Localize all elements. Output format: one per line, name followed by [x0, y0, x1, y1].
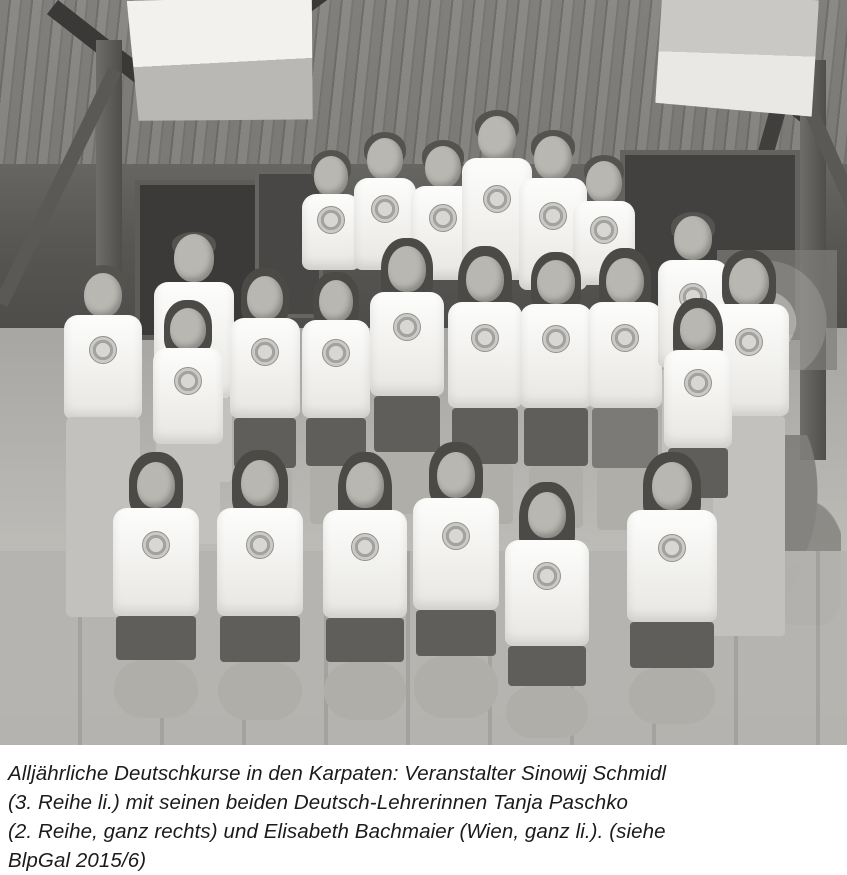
face: [528, 492, 566, 538]
person-front-row: [212, 450, 308, 722]
white-shirt: [113, 508, 199, 616]
white-shirt: [323, 510, 407, 618]
legs: [218, 662, 302, 720]
shirt-logo: [393, 313, 421, 341]
face: [241, 460, 279, 506]
shirt-logo: [471, 324, 499, 352]
shirt-logo: [251, 338, 279, 366]
face: [478, 116, 516, 160]
face: [367, 138, 403, 180]
shirt-logo: [371, 195, 399, 223]
white-shirt: [627, 510, 717, 622]
legs: [506, 686, 588, 738]
shorts: [220, 616, 300, 662]
caption-line-3: (2. Reihe, ganz rechts) und Elisabeth Bachmaier (Wien, ganz li.). (siehe: [8, 820, 666, 843]
shirt-logo: [89, 336, 117, 364]
face: [170, 308, 206, 350]
photo-caption: [0, 745, 847, 875]
shirt-logo: [539, 202, 567, 230]
white-shirt: [370, 292, 444, 396]
white-shirt: [153, 348, 223, 444]
white-shirt: [664, 350, 732, 448]
face: [606, 258, 644, 304]
shorts: [326, 618, 404, 662]
shirt-logo: [611, 324, 639, 352]
caption-line-4: BlpGal 2015/6): [8, 849, 147, 872]
shirt-logo: [246, 531, 274, 559]
face: [586, 161, 622, 203]
legs: [324, 662, 406, 720]
face: [425, 146, 461, 188]
face: [534, 136, 572, 180]
white-shirt: [64, 315, 142, 419]
face: [437, 452, 475, 498]
face: [319, 280, 353, 322]
shorts: [508, 646, 586, 686]
shorts: [116, 616, 196, 660]
face: [729, 258, 769, 306]
caption-line-1: Alljährliche Deutschkurse in den Karpaten: Veranstalter Sinowij Schmidl: [8, 762, 667, 785]
shorts: [630, 622, 714, 668]
legs: [414, 656, 498, 718]
face: [680, 308, 716, 350]
shorts: [416, 610, 496, 656]
legs: [114, 660, 198, 718]
white-shirt: [413, 498, 499, 610]
white-shirt: [302, 320, 370, 418]
face: [346, 462, 384, 508]
shorts: [524, 408, 588, 466]
shirt-logo: [735, 328, 763, 356]
shirt-logo: [429, 204, 457, 232]
legs: [629, 668, 715, 724]
shirt-logo: [483, 185, 511, 213]
face: [537, 260, 575, 304]
shirt-logo: [142, 531, 170, 559]
person-front-row: [500, 482, 594, 722]
face: [466, 256, 504, 302]
white-shirt: [520, 304, 592, 408]
face: [137, 462, 175, 508]
shirt-logo: [442, 522, 470, 550]
caption-line-2: (3. Reihe li.) mit seinen beiden Deutsch-Lehrerinnen Tanja Paschko: [8, 791, 629, 814]
person-front-row: [622, 452, 722, 724]
face: [314, 156, 348, 196]
shirt-logo: [533, 562, 561, 590]
person-front-row: [408, 442, 504, 722]
face: [84, 273, 122, 317]
flag-poland: [127, 0, 318, 129]
white-shirt: [448, 302, 522, 408]
person-front-row: [108, 452, 204, 722]
face: [652, 462, 692, 510]
white-shirt: [588, 302, 662, 408]
shirt-logo: [590, 216, 618, 244]
shirt-logo: [658, 534, 686, 562]
face: [174, 234, 214, 282]
flag-ukraine: [655, 0, 819, 117]
shirt-logo: [351, 533, 379, 561]
person-front-row: [318, 452, 412, 722]
white-shirt: [505, 540, 589, 646]
face: [247, 276, 283, 320]
face: [388, 246, 426, 292]
shirt-logo: [542, 325, 570, 353]
shirt-logo: [684, 369, 712, 397]
shirt-logo: [317, 206, 345, 234]
shirt-logo: [174, 367, 202, 395]
white-shirt: [217, 508, 303, 616]
shirt-logo: [322, 339, 350, 367]
white-shirt: [230, 318, 300, 418]
